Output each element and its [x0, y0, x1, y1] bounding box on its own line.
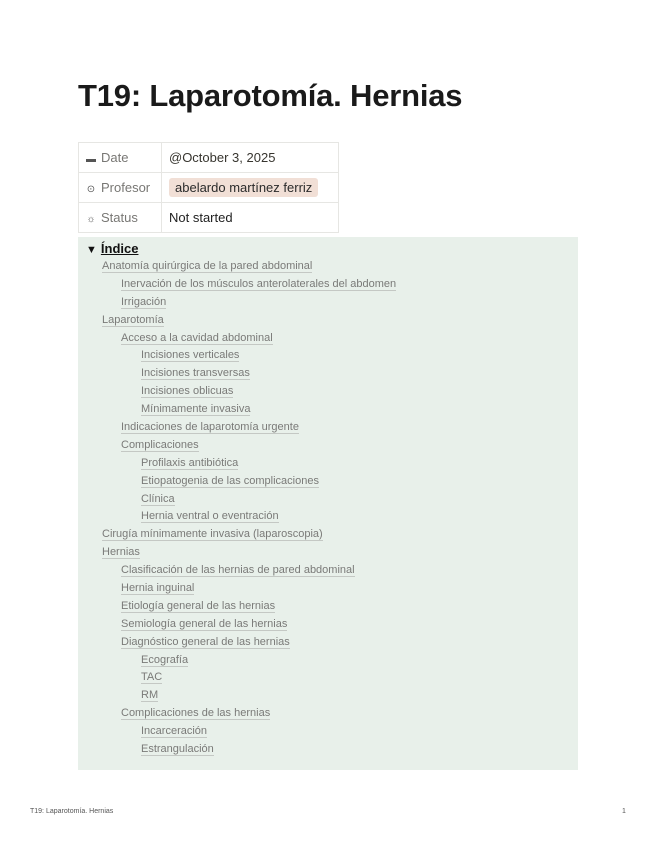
- toc-link[interactable]: Etiopatogenia de las complicaciones: [141, 474, 319, 487]
- toc-link[interactable]: Complicaciones: [121, 438, 199, 451]
- toc-item[interactable]: [86, 687, 578, 705]
- toc-link[interactable]: Inervación de los músculos anterolaterales del abdomen: [121, 277, 397, 290]
- toc-item[interactable]: [86, 419, 578, 437]
- toc-item[interactable]: [86, 437, 578, 455]
- toc-link[interactable]: Diagnóstico general de las hernias: [121, 635, 290, 648]
- table-of-contents: [78, 237, 578, 770]
- toc-item[interactable]: [86, 616, 578, 634]
- property-key-status: [79, 203, 162, 233]
- toc-link[interactable]: Clasificación de las hernias de pared abdominal: [121, 564, 355, 577]
- toc-link[interactable]: Complicaciones de las hernias: [121, 707, 271, 720]
- toc-item[interactable]: [86, 741, 578, 759]
- property-row-date: [79, 143, 339, 173]
- toc-title: Índice: [100, 241, 139, 256]
- toc-item[interactable]: [86, 383, 578, 401]
- toc-link[interactable]: Hernias: [102, 546, 140, 559]
- status-value[interactable]: Not started: [169, 210, 233, 225]
- toc-item[interactable]: [86, 580, 578, 598]
- property-key-profesor: [79, 173, 162, 203]
- person-icon: ⊙: [86, 184, 96, 195]
- toggle-arrow-icon[interactable]: ▼: [86, 244, 97, 256]
- footer-title: T19: Laparotomía. Hernias: [30, 808, 114, 815]
- toc-item[interactable]: [86, 669, 578, 687]
- toc-item[interactable]: [86, 652, 578, 670]
- property-label: Date: [101, 150, 129, 165]
- toc-link[interactable]: Cirugía mínimamente invasiva (laparoscopia): [102, 528, 323, 541]
- toc-link[interactable]: Incisiones verticales: [141, 349, 240, 362]
- toc-item[interactable]: [86, 526, 578, 544]
- toc-item[interactable]: [86, 508, 578, 526]
- toc-link[interactable]: Ecografía: [141, 653, 189, 666]
- toc-link[interactable]: Incarceración: [141, 725, 208, 738]
- toc-link[interactable]: Mínimamente invasiva: [141, 403, 251, 416]
- toc-item[interactable]: [86, 491, 578, 509]
- toc-item[interactable]: [86, 455, 578, 473]
- toc-list: [86, 258, 578, 759]
- toc-link[interactable]: RM: [141, 689, 159, 702]
- toc-toggle[interactable]: [86, 240, 578, 257]
- toc-item[interactable]: [86, 312, 578, 330]
- toc-link[interactable]: Semiología general de las hernias: [121, 617, 288, 630]
- toc-item[interactable]: [86, 634, 578, 652]
- property-label: Status: [101, 210, 138, 225]
- date-value[interactable]: @October 3, 2025: [169, 150, 276, 165]
- profesor-tag[interactable]: abelardo martínez ferriz: [169, 178, 318, 197]
- toc-item[interactable]: [86, 294, 578, 312]
- toc-link[interactable]: Hernia ventral o eventración: [141, 510, 279, 523]
- toc-link[interactable]: Incisiones transversas: [141, 367, 250, 380]
- property-key-date: [79, 143, 162, 173]
- toc-item[interactable]: [86, 705, 578, 723]
- property-value-status[interactable]: [162, 203, 339, 233]
- toc-item[interactable]: [86, 562, 578, 580]
- toc-link[interactable]: Estrangulación: [141, 743, 214, 756]
- toc-link[interactable]: Indicaciones de laparotomía urgente: [121, 421, 299, 434]
- toc-link[interactable]: TAC: [141, 671, 163, 684]
- status-icon: ☼: [86, 214, 96, 225]
- property-label: Profesor: [101, 180, 151, 195]
- property-value-date[interactable]: [162, 143, 339, 173]
- toc-item[interactable]: [86, 276, 578, 294]
- toc-item[interactable]: [86, 723, 578, 741]
- toc-link[interactable]: Clínica: [141, 492, 175, 505]
- toc-item[interactable]: [86, 258, 578, 276]
- toc-item[interactable]: [86, 473, 578, 491]
- calendar-icon: ▬: [86, 154, 96, 165]
- toc-link[interactable]: Incisiones oblicuas: [141, 385, 234, 398]
- toc-item[interactable]: [86, 544, 578, 562]
- toc-link[interactable]: Irrigación: [121, 295, 167, 308]
- toc-item[interactable]: [86, 347, 578, 365]
- property-row-status: [79, 203, 339, 233]
- property-value-profesor[interactable]: [162, 173, 339, 203]
- toc-link[interactable]: Profilaxis antibiótica: [141, 456, 239, 469]
- toc-item[interactable]: [86, 365, 578, 383]
- toc-item[interactable]: [86, 330, 578, 348]
- property-row-profesor: [79, 173, 339, 203]
- properties-table: [78, 142, 339, 233]
- page-title: T19: Laparotomía. Hernias: [78, 78, 463, 113]
- toc-link[interactable]: Acceso a la cavidad abdominal: [121, 331, 273, 344]
- footer-page-number: 1: [622, 808, 626, 815]
- toc-link[interactable]: Etiología general de las hernias: [121, 599, 276, 612]
- toc-link[interactable]: Anatomía quirúrgica de la pared abdominal: [102, 260, 313, 272]
- toc-item[interactable]: [86, 401, 578, 419]
- toc-link[interactable]: Laparotomía: [102, 313, 164, 326]
- toc-link[interactable]: Hernia inguinal: [121, 582, 195, 595]
- toc-item[interactable]: [86, 598, 578, 616]
